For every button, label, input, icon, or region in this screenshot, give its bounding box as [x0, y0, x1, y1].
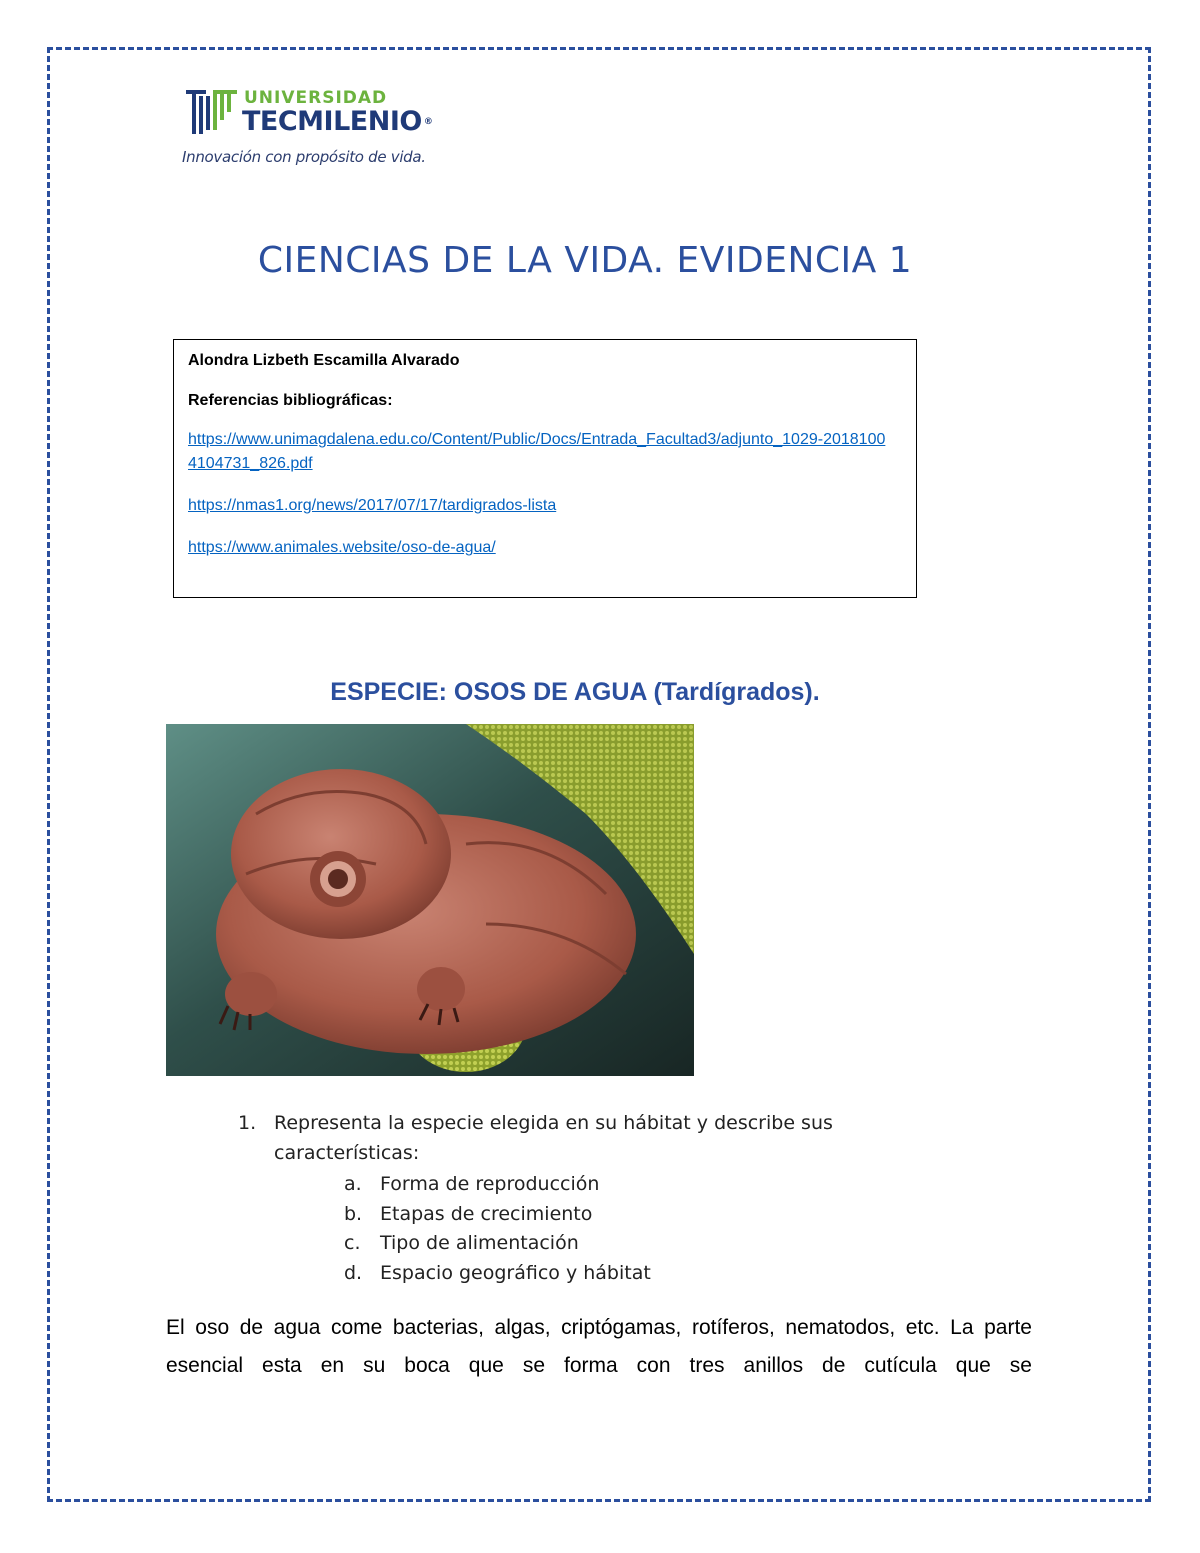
list-item-text: Forma de reproducción — [380, 1173, 600, 1195]
logo-slogan: Innovación con propósito de vida. — [182, 148, 426, 166]
question-text: Representa la especie elegida en su hábitat y describe sus características: — [274, 1112, 833, 1164]
list-letter: d. — [344, 1261, 363, 1284]
list-item — [344, 1229, 651, 1259]
list-item-text: Etapas de crecimiento — [380, 1202, 593, 1225]
university-logo — [178, 78, 448, 186]
logo-brand-text: TECMILENIO ® — [242, 106, 433, 137]
reference-link-3[interactable]: https://www.animales.website/oso-de-agua/ — [188, 539, 496, 556]
list-item — [344, 1200, 651, 1230]
references-heading: Referencias bibliográficas: — [188, 392, 393, 409]
tardigrade-illustration-icon — [166, 724, 694, 1076]
author-name: Alondra Lizbeth Escamilla Alvarado — [188, 352, 460, 369]
list-item-text: Espacio geográfico y hábitat — [380, 1261, 651, 1284]
question-sublist — [344, 1170, 651, 1288]
list-letter: b. — [344, 1202, 363, 1225]
list-item — [344, 1170, 651, 1200]
question-1 — [238, 1108, 918, 1168]
list-item — [344, 1259, 651, 1289]
reference-link-2[interactable]: https://nmas1.org/news/2017/07/17/tardigrados-lista — [188, 497, 557, 514]
list-letter: a. — [344, 1173, 362, 1195]
tardigrade-photo — [166, 724, 694, 1076]
info-box — [173, 339, 917, 598]
question-number: 1. — [238, 1112, 257, 1134]
logo-university-text: UNIVERSIDAD — [244, 88, 388, 108]
tecmilenio-logo-icon — [186, 86, 238, 136]
list-item-text: Tipo de alimentación — [380, 1232, 579, 1254]
body-paragraph: El oso de agua come bacterias, algas, criptógamas, rotíferos, nematodos, etc. La parte esencial esta en su boca que se forma con tres anillos de cutícula que se — [166, 1316, 1032, 1377]
species-heading: ESPECIE: OSOS DE AGUA (Tardígrados). — [330, 678, 820, 706]
list-letter: c. — [344, 1232, 361, 1254]
reference-link-1[interactable]: https://www.unimagdalena.edu.co/Content/Public/Docs/Entrada_Facultad3/adjunto_1029-20181004104731_826.pdf — [188, 431, 886, 472]
document-title: CIENCIAS DE LA VIDA. EVIDENCIA 1 — [257, 240, 913, 281]
